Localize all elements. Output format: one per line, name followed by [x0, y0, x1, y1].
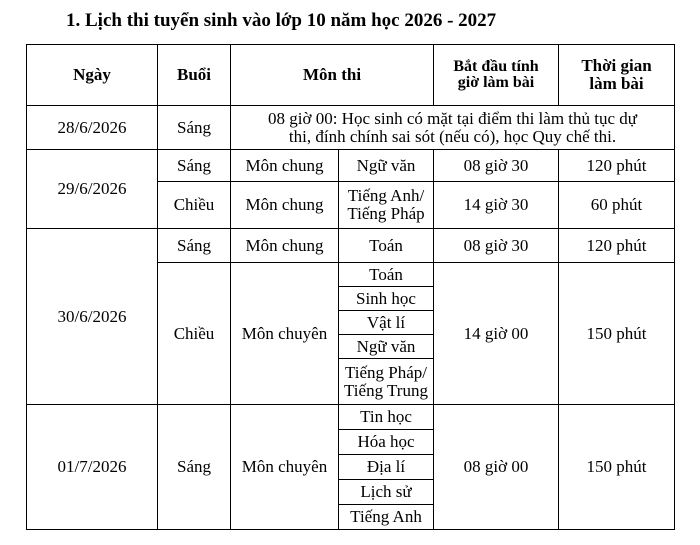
- session-cell: Chiều: [158, 263, 231, 405]
- subject-cell: Sinh học: [339, 287, 434, 311]
- start-time-cell: 08 giờ 00: [434, 405, 559, 530]
- start-time-cell: 14 giờ 30: [434, 182, 559, 229]
- start-time-cell: 14 giờ 00: [434, 263, 559, 405]
- header-bat-dau: Bắt đầu tính giờ làm bài: [434, 45, 559, 106]
- category-cell: Môn chung: [231, 229, 339, 263]
- session-cell: Sáng: [158, 229, 231, 263]
- subject-cell: Toán: [339, 229, 434, 263]
- duration-cell: 120 phút: [559, 150, 675, 182]
- subject-cell: Tiếng Anh/ Tiếng Pháp: [339, 182, 434, 229]
- note-cell: 08 giờ 00: Học sinh có mặt tại điểm thi làm thủ tục dự thi, đính chính sai sót (nếu có), học Quy chế thi.: [231, 106, 675, 150]
- table-header-row: [27, 45, 675, 106]
- table-row: [27, 405, 675, 430]
- session-cell: Sáng: [158, 150, 231, 182]
- session-cell: Sáng: [158, 106, 231, 150]
- date-cell: 01/7/2026: [27, 405, 158, 530]
- duration-cell: 120 phút: [559, 229, 675, 263]
- header-mon-thi: Môn thi: [231, 45, 434, 106]
- subject-cell: Ngữ văn: [339, 335, 434, 359]
- page-title: 1. Lịch thi tuyển sinh vào lớp 10 năm học 2026 - 2027: [66, 10, 497, 31]
- header-buoi: Buổi: [158, 45, 231, 106]
- date-cell: 29/6/2026: [27, 150, 158, 229]
- subject-cell: Toán: [339, 263, 434, 287]
- subject-cell: Địa lí: [339, 455, 434, 480]
- category-cell: Môn chuyên: [231, 263, 339, 405]
- table-row: [27, 150, 675, 182]
- exam-schedule-table: [26, 44, 675, 530]
- table-row: [27, 229, 675, 263]
- duration-cell: 60 phút: [559, 182, 675, 229]
- subject-cell: Hóa học: [339, 430, 434, 455]
- category-cell: Môn chuyên: [231, 405, 339, 530]
- start-time-cell: 08 giờ 30: [434, 150, 559, 182]
- subject-cell: Ngữ văn: [339, 150, 434, 182]
- subject-cell: Vật lí: [339, 311, 434, 335]
- subject-cell: Tin học: [339, 405, 434, 430]
- category-cell: Môn chung: [231, 182, 339, 229]
- subject-cell: Tiếng Anh: [339, 505, 434, 530]
- subject-cell: Tiếng Pháp/ Tiếng Trung: [339, 359, 434, 405]
- header-ngay: Ngày: [27, 45, 158, 106]
- session-cell: Sáng: [158, 405, 231, 530]
- duration-cell: 150 phút: [559, 263, 675, 405]
- table-row: [27, 106, 675, 150]
- category-cell: Môn chung: [231, 150, 339, 182]
- start-time-cell: 08 giờ 30: [434, 229, 559, 263]
- session-cell: Chiều: [158, 182, 231, 229]
- date-cell: 30/6/2026: [27, 229, 158, 405]
- subject-cell: Lịch sử: [339, 480, 434, 505]
- date-cell: 28/6/2026: [27, 106, 158, 150]
- duration-cell: 150 phút: [559, 405, 675, 530]
- header-thoi-gian: Thời gian làm bài: [559, 45, 675, 106]
